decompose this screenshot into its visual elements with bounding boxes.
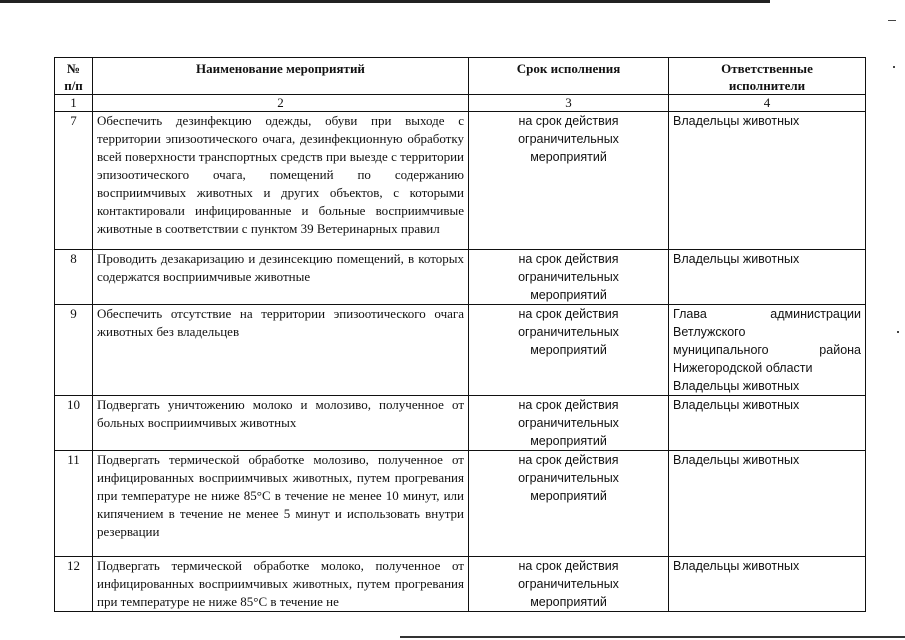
measures-table: [54, 57, 866, 612]
measure-name: Подвергать термической обработке молозиво, полученное от инфицированных восприимчивых животных, путем прогревания при температуре не ниже 85°С в течение не менее 10 минут, или кипячением в течение не менее 5 минут и использовать внутри резервации: [93, 451, 469, 557]
measure-term: на срок действия ограничительных мероприятий: [469, 451, 669, 557]
header-name: Наименование мероприятий: [93, 58, 469, 95]
scan-bottom-edge-line: [400, 636, 905, 638]
measure-name: Обеспечить дезинфекцию одежды, обуви при выходе с территории эпизоотического очага, дезинфекционную обработку всей поверхности транспортных средств при выезде с территории эпизоотического очага, помещений по содержанию восприимчивых животных и других объектов, с которыми контактировали инфицированные и больные восприимчивые животные в соответствии с пунктом 39 Ветеринарных правил: [93, 112, 469, 250]
measure-term: на срок действия ограничительных мероприятий: [469, 305, 669, 396]
row-number: 11: [55, 451, 93, 557]
column-index: 2: [93, 95, 469, 112]
row-number: 7: [55, 112, 93, 250]
table-row: [55, 451, 866, 557]
row-number: 8: [55, 250, 93, 305]
measure-name: Обеспечить отсутствие на территории эпизоотического очага животных без владельцев: [93, 305, 469, 396]
table-row: [55, 557, 866, 612]
measure-responsible: Владельцы животных: [669, 112, 866, 250]
table-row: [55, 112, 866, 250]
table-header-row: [55, 58, 866, 95]
measure-responsible: Владельцы животных: [669, 451, 866, 557]
header-term: Срок исполнения: [469, 58, 669, 95]
measure-responsible: Владельцы животных: [669, 557, 866, 612]
measure-name: Подвергать термической обработке молоко, полученное от инфицированных восприимчивых животных, путем прогревания при температуре не ниже 85°С в течение не: [93, 557, 469, 612]
measure-name: Подвергать уничтожению молоко и молозиво, полученное от больных восприимчивых животных: [93, 396, 469, 451]
table-row: [55, 305, 866, 396]
row-number: 12: [55, 557, 93, 612]
scan-top-edge-line: [0, 0, 770, 3]
scan-speck: [897, 331, 899, 333]
measure-term: на срок действия ограничительных мероприятий: [469, 396, 669, 451]
measure-term: на срок действия ограничительных мероприятий: [469, 557, 669, 612]
column-index: 1: [55, 95, 93, 112]
table-row: [55, 396, 866, 451]
measure-responsible: Владельцы животных: [669, 396, 866, 451]
row-number: 10: [55, 396, 93, 451]
header-responsible: Ответственные исполнители: [669, 58, 866, 95]
measure-name: Проводить дезакаризацию и дезинсекцию помещений, в которых содержатся восприимчивые животные: [93, 250, 469, 305]
column-index: 4: [669, 95, 866, 112]
column-index-row: [55, 95, 866, 112]
scan-speck: [888, 20, 896, 21]
row-number: 9: [55, 305, 93, 396]
measure-responsible: Глава администрации Ветлужского муниципального района Нижегородской области Владельцы животных: [669, 305, 866, 396]
measure-term: на срок действия ограничительных мероприятий: [469, 112, 669, 250]
header-number: № п/п: [55, 58, 93, 95]
scan-speck: [893, 66, 895, 68]
column-index: 3: [469, 95, 669, 112]
table-row: [55, 250, 866, 305]
measure-term: на срок действия ограничительных мероприятий: [469, 250, 669, 305]
measure-responsible: Владельцы животных: [669, 250, 866, 305]
